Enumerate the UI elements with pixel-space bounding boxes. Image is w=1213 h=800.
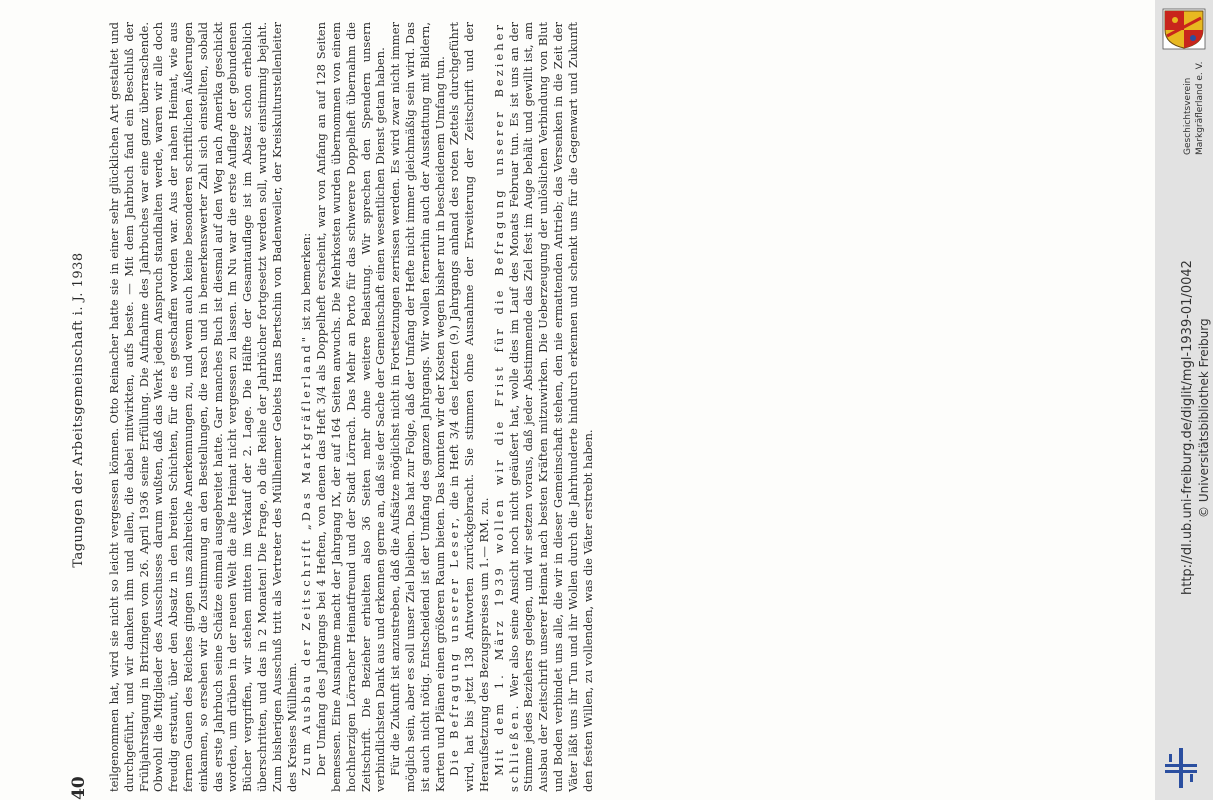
section3-title: Die Befragung unserer Leser, xyxy=(447,514,462,776)
rotated-text-block xyxy=(65,20,745,800)
section2-paragraph-1: Der Umfang des Jahrgangs bei 4 Heften, von denen das Heft 3/4 als Doppelheft erscheint, war von Anfang an auf 128 Seiten bemessen. Eine Ausnahme macht der Jahrgang IX, der auf 164 Seiten anwuchs. Die Mehrkosten wurden übernommen von einem hochherzigen Lörracher Heimatfreund und der Stadt Lörrach. Das Mehr an Porto für das schwerere Doppelheft übernahm die Zeitschrift. Die Bezieher erhielten also 36 Seiten mehr ohne weitere Belastung. Wir sprechen den Spendern unsern verbindlichsten Dank aus und erkennen gerne an, daß sie der Sache der Gemeinschaft einen wesentlichen Dienst getan haben. xyxy=(314,22,388,792)
section4-text: Wer also seine Ansicht noch nicht geäußert hat, wolle dies im Lauf des Monats Februar tun. Es ist uns an der Stimme jedes Beziehers gelegen, und wir setzen voraus, daß jeder Abstimmende das Ziel fest im Auge behält und gewillt ist, am Ausbau der Zeitschrift unserer Heimat nach besten Kräften mitzuwirken. Die Ueberzeugung der unlöslichen Verbindung von Blut und Boden verbindet uns alle, die wir in dieser Gemeinschaft stehen, den nie ermattenden Antrieb; das Versenken in die Zeit der Väter läßt uns ihr Tun und ihr Wollen durch die Jahrhunderte hindurch erkennen und schenkt uns für die Gegenwart und Zukunft den festen Willen, zu vollenden, was die Väter erstrebt haben. xyxy=(506,22,595,792)
section3-text: die in Heft 3/4 des letzten (9.) Jahrgangs anhand des roten Zettels durchgeführt wird, hat bis jetzt 138 Antworten zurückgebracht. Sie stimmen ohne Ausnahme der Erweiterung der Zeitschrift und der Heraufsetzung des Bezugspreises um 1.— RM. zu. xyxy=(447,22,491,792)
section2-intro: ist zu bemerken: xyxy=(299,232,314,334)
section2-heading-paragraph xyxy=(299,22,314,792)
paragraph-1: teilgenommen hat, wird sie nicht so leicht vergessen können. Otto Reinacher hatte sie in einer sehr glücklichen Art gestaltet und durchgeführt, und wir danken ihm und allen, die dabei mitwirkten, aufs beste. — Mit dem Jahrbuch fand ein Beschluß der Frühjahrstagung in Britzingen vom 26. April 1936 seine Erfüllung. Die Aufnahme des Jahrbuches war eine ganz überraschende. Obwohl die Mitglieder des Ausschusses darum wußten, daß das Werk jedem Anspruch standhalten werde, waren wir alle doch freudig erstaunt, über den Absatz in den breiten Schichten, für die es geschaffen worden war. Aus der nahen Heimat, wie aus fernen Gauen des Reiches gingen uns zahlreiche Anerkennungen zu, und wenn auch keine besonderen schriftlichen Äußerungen einkamen, so ersehen wir die Zustimmung an den Bestellungen, die rasch und in bemerkenswerter Zahl sich einstellten, sobald das erste Jahrbuch seine Schätze einmal ausgebreitet hatte. Gar manches Buch ist diesmal auf den Weg nach Amerika geschickt worden, um drüben in der neuen Welt die alte Heimat nicht vergessen zu lassen. Im Nu war die erste Auflage der gebundenen Bücher vergriffen, wir stehen mitten im Verkauf der 2. Lage. Die Hälfte der Gesamtauflage ist im Absatz schon erheblich überschritten, und das in 2 Monaten! Die Frage, ob die Reihe der Jahrbücher fortgesetzt werden soll, wurde einstimmig bejaht. Zum bisherigen Ausschuß tritt als Vertreter des Müllheimer Gebiets Hans Bertschin von Badenweiler, der Kreiskulturstellenleiter des Kreises Müllheim. xyxy=(107,22,299,792)
page-number: 40 xyxy=(69,776,89,800)
body-text xyxy=(107,22,595,792)
section3-paragraph xyxy=(447,22,491,792)
running-head: Tagungen der Arbeitsgemeinschaft i. J. 1938 xyxy=(71,252,86,568)
copyright-text: © Universitätsbibliothek Freiburg xyxy=(1197,318,1211,518)
section4-paragraph xyxy=(492,22,596,792)
section2-paragraph-2: Für die Zukunft ist anzustreben, daß die Aufsätze möglichst nicht in Fortsetzungen zerrissen werden. Es wird zwar nicht immer möglich sein, aber es soll unser Ziel bleiben. Das hat zur Folge, daß der Umfang der Hefte nicht immer gleichmäßig sein wird. Das ist auch nicht nötig. Entscheidend ist der Umfang des ganzen Jahrgangs. Wir wollen fernerhin auch der Ausstattung mit Bildern, Karten und Plänen einen größeren Raum bieten. Das konnten wir der Kosten wegen bisher nur in bescheidenem Umfang tun. xyxy=(388,22,447,792)
source-url-link[interactable]: http://dl.ub.uni-freiburg.de/diglit/mgl-1939-01/0042 xyxy=(1180,260,1195,595)
org-line-1: Geschichtsverein xyxy=(1183,77,1193,155)
page-header xyxy=(69,20,109,800)
org-line-2: Markgräflerland e. V. xyxy=(1195,61,1205,155)
ub-freiburg-logo-icon xyxy=(1163,744,1199,792)
coat-of-arms-icon xyxy=(1161,6,1207,52)
section2-title: Zum Ausbau der Zeitschrift „Das Markgräflerland" xyxy=(299,333,314,776)
section4-title: Mit dem 1. März 1939 wollen wir die Frist für die Befragung unserer Bezieher schließen. xyxy=(491,22,521,792)
